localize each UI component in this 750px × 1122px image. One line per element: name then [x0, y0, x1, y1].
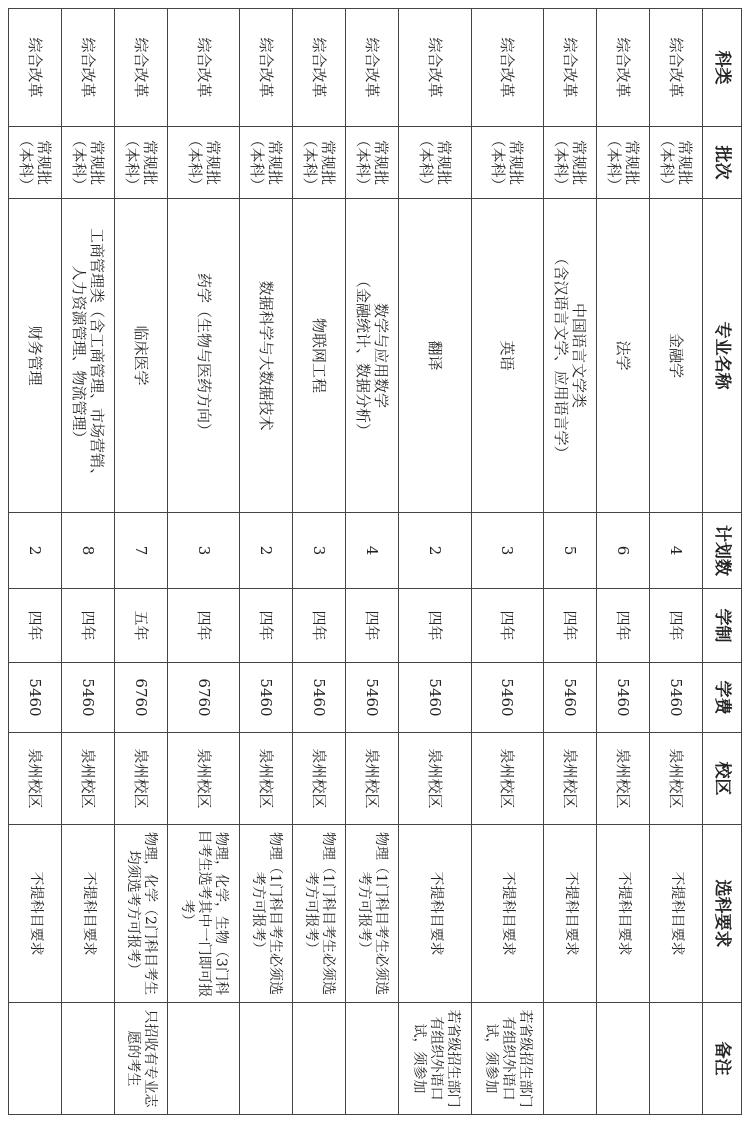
cell-major [9, 199, 62, 513]
cell-years [650, 589, 703, 663]
cell-requirement-text: 不提科目要求 [615, 871, 632, 956]
cell-note [597, 1003, 650, 1115]
cell-pici-text: 常规批 [266, 139, 285, 185]
cell-plan-text: 2 [26, 545, 45, 556]
cell-kelei [9, 9, 62, 127]
cell-major-text: 工商管理类（含工商管理、市场营销、 [88, 227, 107, 483]
cell-years [346, 589, 399, 663]
cell-fee-text: 5460 [561, 678, 580, 717]
cell-years [544, 589, 597, 663]
cell-pici-subtext: （本科） [301, 132, 320, 193]
cell-kelei [399, 9, 471, 127]
header-campus: 校区 [703, 733, 742, 825]
cell-note [168, 1003, 240, 1115]
cell-note [115, 1003, 168, 1115]
cell-fee [9, 663, 62, 733]
cell-campus [62, 733, 115, 825]
cell-kelei [293, 9, 346, 127]
cell-requirement [544, 825, 597, 1003]
cell-plan [62, 513, 115, 589]
table-body [9, 9, 703, 1115]
cell-note [62, 1003, 115, 1115]
cell-major [544, 199, 597, 513]
cell-requirement-text: 不提科目要求 [80, 871, 97, 956]
cell-major-text: 中国语言文学类 [570, 302, 589, 408]
cell-major-text: 药学（生物与医药方向） [194, 272, 213, 438]
table-row [471, 9, 543, 1115]
cell-kelei-text: 综合改革 [363, 37, 382, 98]
cell-pici-subtext: （本科） [70, 132, 89, 193]
cell-pici-subtext: （本科） [17, 132, 36, 193]
cell-campus [650, 733, 703, 825]
cell-years [597, 589, 650, 663]
cell-pici [399, 127, 471, 199]
cell-kelei-text: 综合改革 [614, 37, 633, 98]
cell-note [544, 1003, 597, 1115]
cell-major-text: 临床医学 [132, 325, 151, 386]
cell-fee [544, 663, 597, 733]
cell-pici-text: 常规批 [570, 139, 589, 185]
cell-major-text: 翻译 [426, 340, 445, 371]
cell-fee-text: 5460 [667, 678, 686, 717]
cell-campus [293, 733, 346, 825]
cell-major [293, 199, 346, 513]
cell-years-text: 四年 [26, 610, 45, 641]
cell-pici-text: 常规批 [507, 139, 526, 185]
cell-requirement [168, 825, 240, 1003]
cell-years-text: 四年 [614, 610, 633, 641]
cell-major-text: 财务管理 [26, 325, 45, 386]
cell-fee [168, 663, 240, 733]
cell-campus [399, 733, 471, 825]
cell-requirement [597, 825, 650, 1003]
cell-pici-subtext: （本科） [417, 132, 436, 193]
cell-major [399, 199, 471, 513]
cell-requirement-text: 物理，化学，生物（3门科目考生选考其中一门即可报考） [179, 829, 230, 998]
header-years: 学制 [703, 589, 742, 663]
cell-pici-text: 常规批 [88, 139, 107, 185]
cell-fee-text: 5460 [79, 678, 98, 717]
cell-pici-subtext: （本科） [123, 132, 142, 193]
cell-kelei-text: 综合改革 [667, 37, 686, 98]
cell-note [240, 1003, 293, 1115]
cell-kelei [240, 9, 293, 127]
cell-campus-text: 泉州校区 [363, 748, 382, 809]
cell-campus-text: 泉州校区 [498, 748, 517, 809]
cell-pici [62, 127, 115, 199]
cell-pici [650, 127, 703, 199]
cell-fee [597, 663, 650, 733]
table-row [115, 9, 168, 1115]
cell-note [650, 1003, 703, 1115]
cell-pici [168, 127, 240, 199]
cell-years-text: 四年 [498, 610, 517, 641]
cell-major [62, 199, 115, 513]
cell-pici [544, 127, 597, 199]
cell-campus [168, 733, 240, 825]
cell-fee [293, 663, 346, 733]
cell-years-text: 四年 [426, 610, 445, 641]
cell-requirement-text: 不提科目要求 [27, 871, 44, 956]
cell-kelei [471, 9, 543, 127]
cell-plan [399, 513, 471, 589]
cell-kelei [544, 9, 597, 127]
table-row [9, 9, 62, 1115]
cell-fee-text: 5460 [614, 678, 633, 717]
cell-note-text: 只招收有专业志愿的考生 [125, 1009, 159, 1108]
cell-plan [471, 513, 543, 589]
cell-note [346, 1003, 399, 1115]
cell-pici-subtext: （本科） [605, 132, 624, 193]
cell-campus [115, 733, 168, 825]
cell-major [115, 199, 168, 513]
cell-requirement-text: 物理（1门科目考生必须选考方可报考） [303, 832, 337, 995]
cell-major-text: 金融学 [667, 332, 686, 378]
table-row [62, 9, 115, 1115]
cell-requirement-text: 不提科目要求 [668, 871, 685, 956]
cell-major [168, 199, 240, 513]
cell-kelei-text: 综合改革 [79, 37, 98, 98]
table-row [597, 9, 650, 1115]
cell-kelei-text: 综合改革 [26, 37, 45, 98]
cell-requirement-text: 不提科目要求 [562, 871, 579, 956]
cell-pici-subtext: （本科） [552, 132, 571, 193]
cell-years-text: 四年 [561, 610, 580, 641]
cell-campus-text: 泉州校区 [667, 748, 686, 809]
cell-years-text: 四年 [79, 610, 98, 641]
cell-plan-text: 5 [561, 545, 580, 556]
cell-plan [240, 513, 293, 589]
cell-major-subtext: （含汉语言文学、应用语言学） [552, 250, 571, 461]
cell-note [293, 1003, 346, 1115]
cell-pici-text: 常规批 [319, 139, 338, 185]
cell-major [650, 199, 703, 513]
cell-pici-subtext: （本科） [658, 132, 677, 193]
cell-campus [597, 733, 650, 825]
cell-fee-text: 6760 [132, 678, 151, 717]
cell-note [471, 1003, 543, 1115]
cell-plan-text: 2 [257, 545, 276, 556]
cell-requirement [471, 825, 543, 1003]
cell-pici-text: 常规批 [623, 139, 642, 185]
cell-fee-text: 5460 [310, 678, 329, 717]
cell-pici [346, 127, 399, 199]
cell-kelei [168, 9, 240, 127]
cell-fee [240, 663, 293, 733]
cell-kelei [650, 9, 703, 127]
cell-fee-text: 5460 [363, 678, 382, 717]
cell-plan-text: 6 [614, 545, 633, 556]
cell-plan-text: 4 [667, 545, 686, 556]
cell-kelei-text: 综合改革 [194, 37, 213, 98]
cell-plan-text: 4 [363, 545, 382, 556]
header-fee: 学费 [703, 663, 742, 733]
cell-major-subtext: （金融统计、数据分析） [354, 272, 373, 438]
cell-years [471, 589, 543, 663]
cell-years-text: 四年 [194, 610, 213, 641]
cell-plan-text: 3 [310, 545, 329, 556]
cell-pici-subtext: （本科） [489, 132, 508, 193]
table-row [399, 9, 471, 1115]
cell-years-text: 四年 [363, 610, 382, 641]
cell-campus [544, 733, 597, 825]
table-row [293, 9, 346, 1115]
cell-campus-text: 泉州校区 [132, 748, 151, 809]
table-row [240, 9, 293, 1115]
cell-pici [471, 127, 543, 199]
cell-years-text: 四年 [667, 610, 686, 641]
cell-campus-text: 泉州校区 [79, 748, 98, 809]
header-pici: 批次 [703, 127, 742, 199]
cell-pici [597, 127, 650, 199]
cell-pici-text: 常规批 [435, 139, 454, 185]
header-note: 备注 [703, 1003, 742, 1115]
cell-plan-text: 8 [79, 545, 98, 556]
cell-plan [650, 513, 703, 589]
cell-kelei [115, 9, 168, 127]
header-major: 专业名称 [703, 199, 742, 513]
cell-plan-text: 2 [426, 545, 445, 556]
cell-years-text: 四年 [257, 610, 276, 641]
cell-major [471, 199, 543, 513]
cell-plan-text: 3 [194, 545, 213, 556]
cell-plan [544, 513, 597, 589]
cell-campus [346, 733, 399, 825]
cell-campus-text: 泉州校区 [310, 748, 329, 809]
cell-major [597, 199, 650, 513]
cell-note [9, 1003, 62, 1115]
cell-major-text: 数学与应用数学 [372, 302, 391, 408]
cell-note-text: 若省级招生部门有组织外语口试，须参加 [482, 1009, 533, 1108]
cell-years [62, 589, 115, 663]
cell-years [240, 589, 293, 663]
cell-pici-text: 常规批 [676, 139, 695, 185]
cell-campus-text: 泉州校区 [426, 748, 445, 809]
cell-years [293, 589, 346, 663]
cell-requirement [240, 825, 293, 1003]
header-kelei: 科类 [703, 9, 742, 127]
cell-requirement-text: 物理（1门科目考生必须选考方可报考） [250, 832, 284, 995]
cell-plan [9, 513, 62, 589]
cell-campus-text: 泉州校区 [26, 748, 45, 809]
cell-requirement [650, 825, 703, 1003]
cell-requirement [293, 825, 346, 1003]
cell-campus [471, 733, 543, 825]
cell-pici-text: 常规批 [35, 139, 54, 185]
cell-major-text: 法学 [614, 340, 633, 371]
cell-plan [346, 513, 399, 589]
table-row [168, 9, 240, 1115]
cell-years-text: 五年 [132, 610, 151, 641]
cell-plan [597, 513, 650, 589]
header-plan: 计划数 [703, 513, 742, 589]
table-row [650, 9, 703, 1115]
cell-pici-text: 常规批 [203, 139, 222, 185]
cell-years [9, 589, 62, 663]
cell-fee-text: 5460 [426, 678, 445, 717]
cell-kelei [346, 9, 399, 127]
cell-campus-text: 泉州校区 [257, 748, 276, 809]
cell-major [346, 199, 399, 513]
cell-plan [115, 513, 168, 589]
cell-fee [115, 663, 168, 733]
cell-major-text: 数据科学与大数据技术 [257, 280, 276, 431]
cell-campus [9, 733, 62, 825]
cell-requirement [115, 825, 168, 1003]
cell-requirement-text: 不提科目要求 [427, 871, 444, 956]
header-requirement: 选科要求 [703, 825, 742, 1003]
cell-kelei [597, 9, 650, 127]
cell-pici [9, 127, 62, 199]
cell-major [240, 199, 293, 513]
cell-major-text: 英语 [498, 340, 517, 371]
cell-requirement-text: 不提科目要求 [499, 871, 516, 956]
cell-fee [399, 663, 471, 733]
cell-note-text: 若省级招生部门有组织外语口试，须参加 [410, 1009, 461, 1108]
cell-requirement [399, 825, 471, 1003]
cell-pici [115, 127, 168, 199]
cell-fee-text: 6760 [194, 678, 213, 717]
cell-years [168, 589, 240, 663]
cell-requirement-text: 物理（1门科目考生必须选考方可报考） [356, 832, 390, 995]
table-row [346, 9, 399, 1115]
cell-pici-subtext: （本科） [354, 132, 373, 193]
cell-campus-text: 泉州校区 [194, 748, 213, 809]
cell-kelei-text: 综合改革 [426, 37, 445, 98]
cell-pici [293, 127, 346, 199]
cell-kelei-text: 综合改革 [132, 37, 151, 98]
cell-years-text: 四年 [310, 610, 329, 641]
cell-pici-text: 常规批 [141, 139, 160, 185]
cell-years [115, 589, 168, 663]
cell-pici-subtext: （本科） [185, 132, 204, 193]
cell-requirement [62, 825, 115, 1003]
cell-fee-text: 5460 [257, 678, 276, 717]
cell-pici-text: 常规批 [372, 139, 391, 185]
header-row [703, 9, 742, 1115]
cell-campus-text: 泉州校区 [614, 748, 633, 809]
cell-kelei-text: 综合改革 [257, 37, 276, 98]
cell-fee [471, 663, 543, 733]
admissions-plan-table [8, 8, 742, 1115]
cell-plan [168, 513, 240, 589]
cell-kelei [62, 9, 115, 127]
cell-fee [650, 663, 703, 733]
cell-note [399, 1003, 471, 1115]
cell-plan-text: 7 [132, 545, 151, 556]
cell-fee-text: 5460 [26, 678, 45, 717]
cell-requirement [9, 825, 62, 1003]
cell-fee [346, 663, 399, 733]
cell-fee-text: 5460 [498, 678, 517, 717]
table-row [544, 9, 597, 1115]
cell-major-text: 物联网工程 [310, 317, 329, 393]
cell-pici [240, 127, 293, 199]
cell-campus [240, 733, 293, 825]
cell-plan-text: 3 [498, 545, 517, 556]
cell-campus-text: 泉州校区 [561, 748, 580, 809]
cell-kelei-text: 综合改革 [561, 37, 580, 98]
cell-requirement [346, 825, 399, 1003]
cell-pici-subtext: （本科） [248, 132, 267, 193]
cell-major-subtext: 人力资源管理、物流管理） [70, 265, 89, 446]
cell-kelei-text: 综合改革 [310, 37, 329, 98]
cell-kelei-text: 综合改革 [498, 37, 517, 98]
cell-plan [293, 513, 346, 589]
cell-years [399, 589, 471, 663]
cell-requirement-text: 物理，化学（2门科目考生均须选考方可报考） [125, 832, 159, 995]
cell-fee [62, 663, 115, 733]
